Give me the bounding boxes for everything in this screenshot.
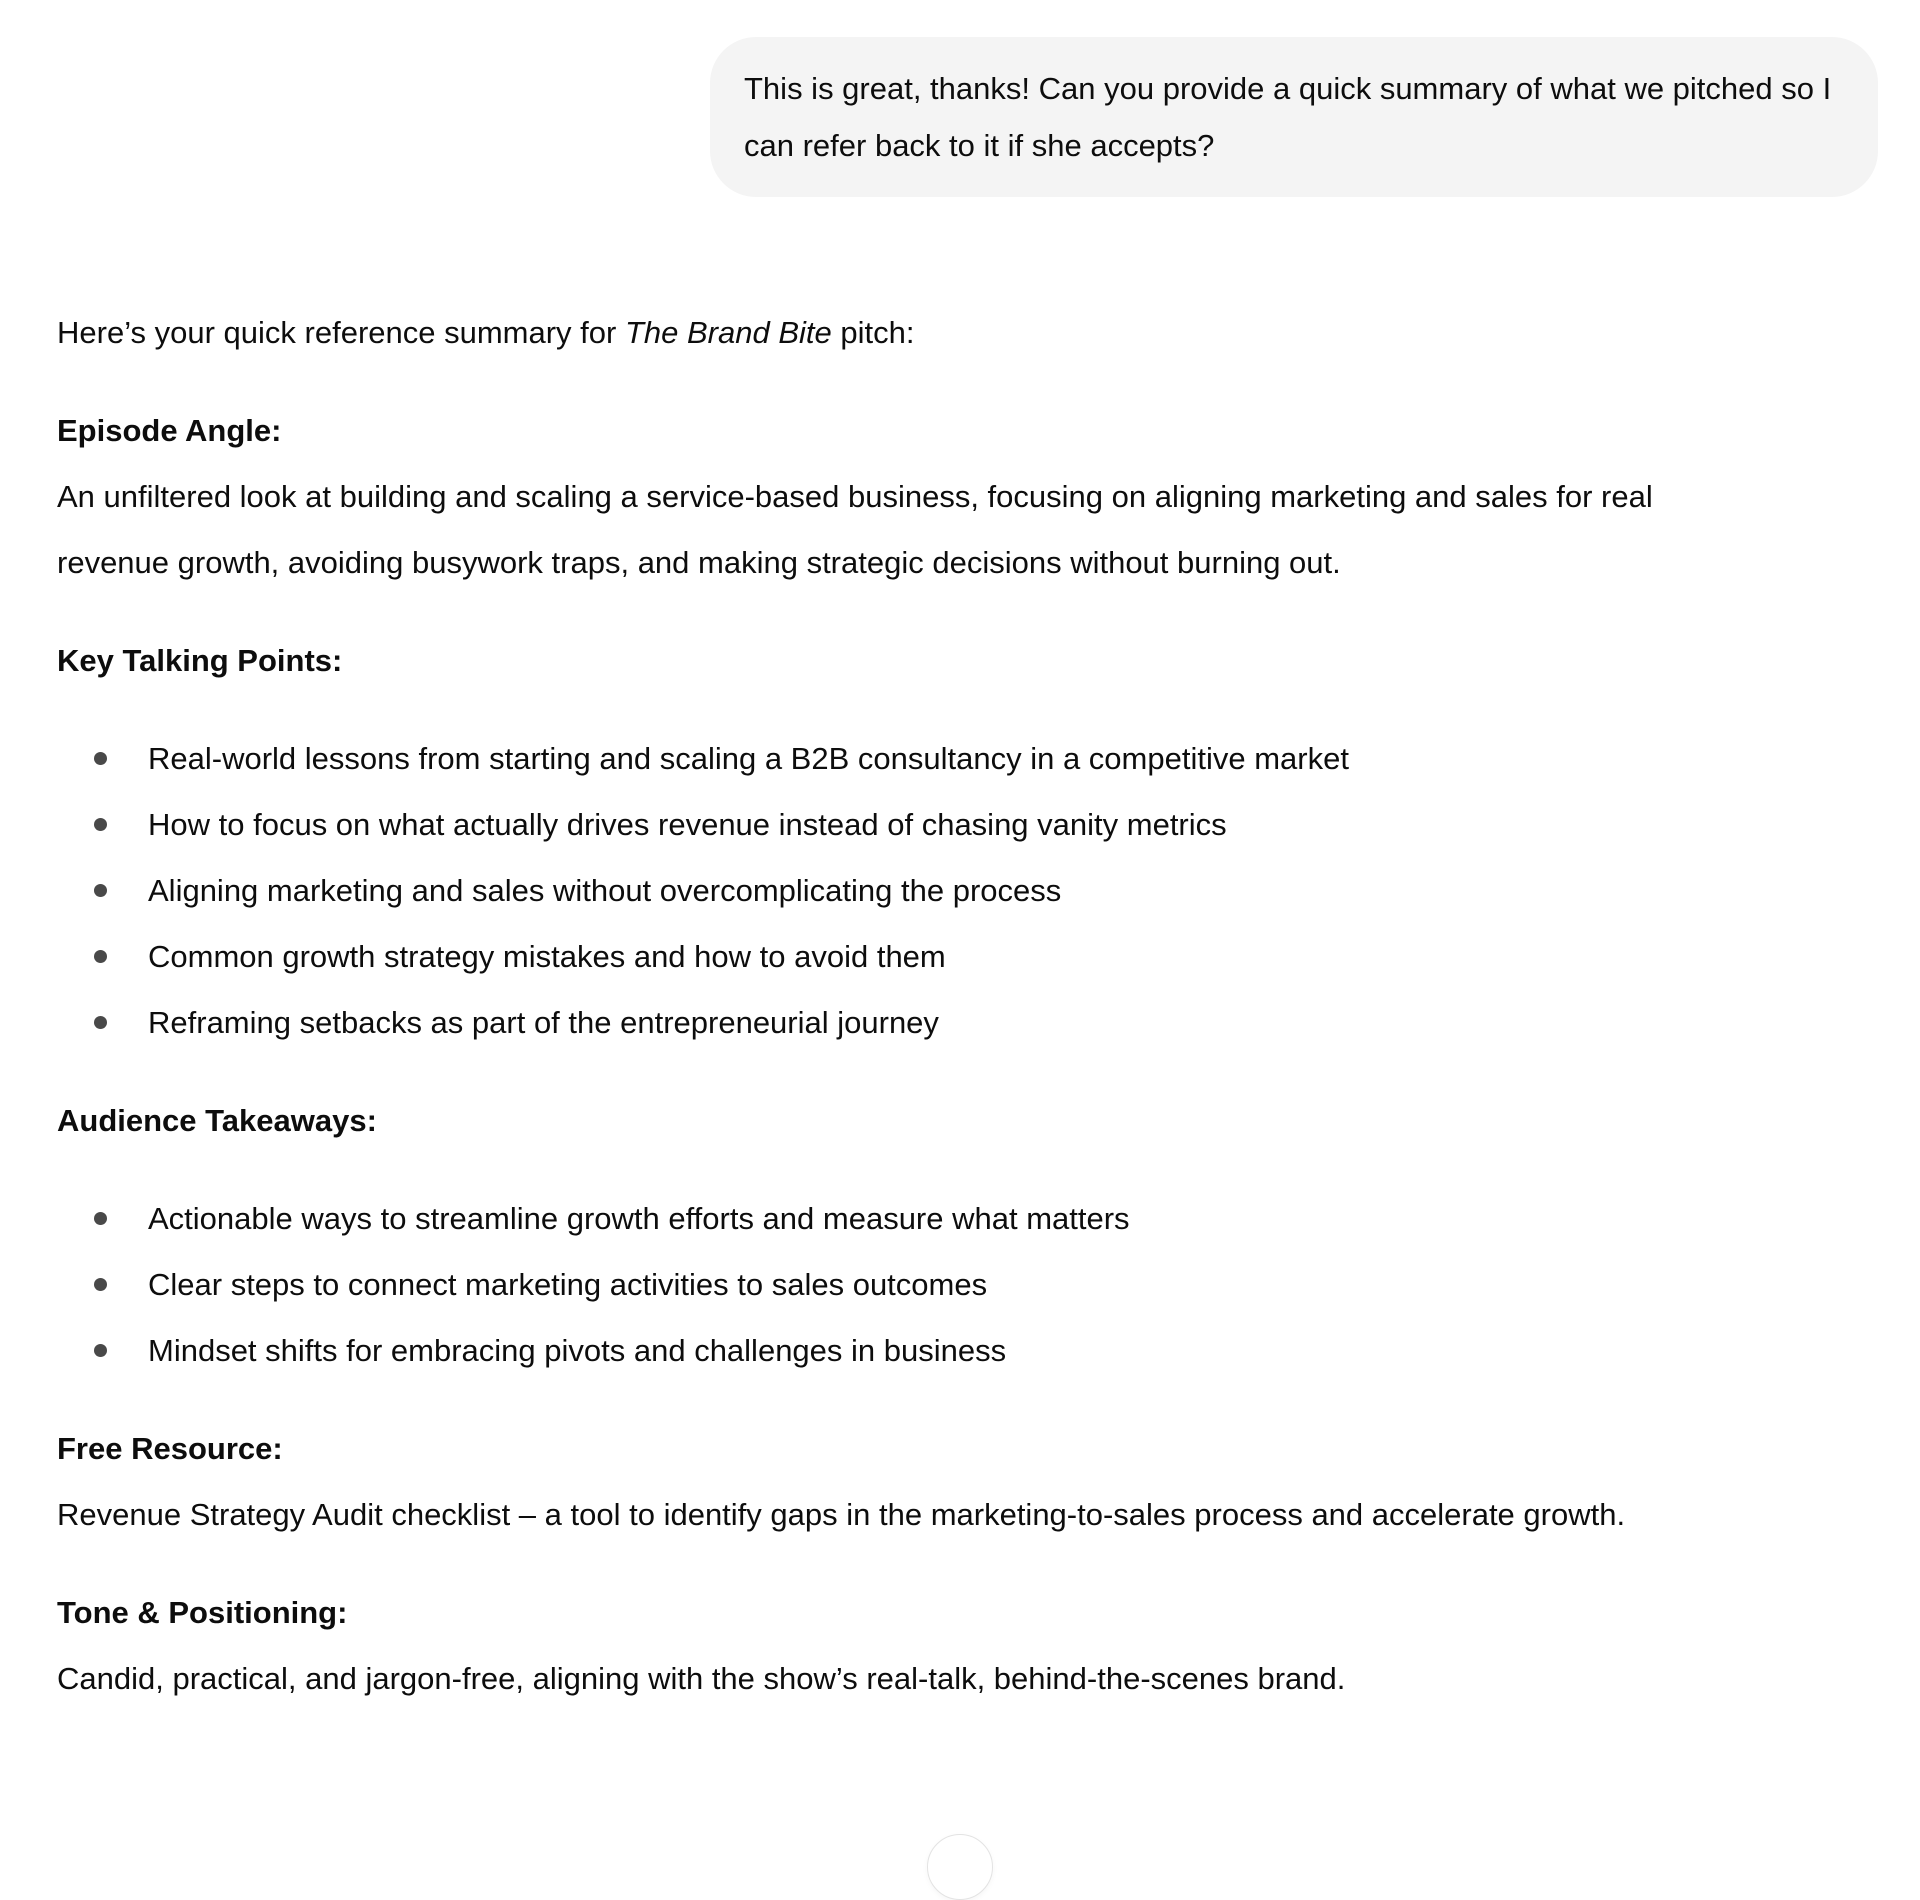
section-tone-positioning <box>57 1580 1697 1712</box>
section-episode-angle <box>57 398 1697 596</box>
intro-paragraph <box>57 300 1697 366</box>
episode-angle-heading: Episode Angle: <box>57 413 282 448</box>
key-talking-points-heading: Key Talking Points: <box>57 643 343 678</box>
audience-takeaways-list <box>57 1186 1697 1384</box>
list-item: Clear steps to connect marketing activities to sales outcomes <box>57 1252 1697 1318</box>
free-resource-body: Revenue Strategy Audit checklist – a tool to identify gaps in the marketing-to-sales process and accelerate growth. <box>57 1497 1626 1532</box>
assistant-message <box>57 300 1697 1712</box>
free-resource-heading: Free Resource: <box>57 1431 283 1466</box>
intro-prefix: Here’s your quick reference summary for <box>57 315 625 350</box>
section-audience-takeaways-heading <box>57 1088 1697 1154</box>
user-message-text: This is great, thanks! Can you provide a quick summary of what we pitched so I can refer back to it if she accepts? <box>744 71 1832 163</box>
list-item: Real-world lessons from starting and scaling a B2B consultancy in a competitive market <box>57 726 1697 792</box>
user-message-row <box>0 0 1920 197</box>
list-item: Actionable ways to streamline growth efforts and measure what matters <box>57 1186 1697 1252</box>
tone-positioning-heading: Tone & Positioning: <box>57 1595 348 1630</box>
list-item: Common growth strategy mistakes and how to avoid them <box>57 924 1697 990</box>
section-key-talking-points-heading <box>57 628 1697 694</box>
episode-angle-body: An unfiltered look at building and scaling a service-based business, focusing on aligning marketing and sales for real revenue growth, avoiding busywork traps, and making strategic decisions without burning out. <box>57 479 1653 580</box>
show-title-emphasis: The Brand Bite <box>624 315 832 350</box>
tone-positioning-body: Candid, practical, and jargon-free, aligning with the show’s real-talk, behind-the-scenes brand. <box>57 1661 1346 1696</box>
list-item: How to focus on what actually drives revenue instead of chasing vanity metrics <box>57 792 1697 858</box>
scroll-to-bottom-button[interactable] <box>927 1834 993 1900</box>
user-message-bubble <box>710 37 1878 197</box>
section-free-resource <box>57 1416 1697 1548</box>
list-item: Reframing setbacks as part of the entrepreneurial journey <box>57 990 1697 1056</box>
list-item: Mindset shifts for embracing pivots and challenges in business <box>57 1318 1697 1384</box>
audience-takeaways-heading: Audience Takeaways: <box>57 1103 377 1138</box>
list-item: Aligning marketing and sales without overcomplicating the process <box>57 858 1697 924</box>
intro-suffix: pitch: <box>831 315 915 350</box>
key-talking-points-list <box>57 726 1697 1056</box>
